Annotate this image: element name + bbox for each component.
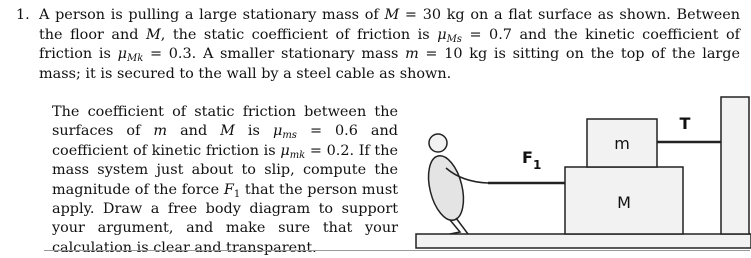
- small-mass-label: m: [614, 134, 630, 153]
- person-body: [422, 152, 469, 224]
- large-mass-label: M: [617, 193, 631, 212]
- symbol-M: M: [220, 123, 235, 140]
- floor: [416, 234, 751, 248]
- sub-question: [52, 103, 398, 258]
- sub-text-1: The coefficient of static friction between the surfaces of: [52, 104, 398, 140]
- symbol-M: M: [384, 7, 400, 23]
- tension-label: T: [679, 114, 691, 133]
- bottom-rule: [44, 250, 750, 251]
- person-leg-2: [456, 218, 468, 234]
- force-label: $F_1$: [522, 148, 542, 172]
- person-head: [429, 134, 447, 152]
- sub-text-6: that the person must apply. Draw a free body diagram to support your argument, and make sure that your calculation is clear and transparent.: [52, 181, 398, 256]
- sub-text-3: is: [234, 123, 273, 140]
- problem-number: 1.: [16, 7, 30, 23]
- problem-intro: [39, 6, 740, 84]
- intro-text-3: , the static coefficient of friction is: [160, 26, 438, 43]
- symbol-mu: μ: [437, 26, 447, 43]
- intro-text-1: A person is pulling a large stationary mass of: [39, 7, 379, 23]
- person-figure: [422, 134, 488, 234]
- symbol-m: m: [153, 123, 168, 140]
- subscript-Mk: Mk: [126, 53, 144, 65]
- intro-text-6: = 10 kg is sitting on the top of the large mass; it is secured to the wall by a steel cable as shown.: [39, 46, 741, 82]
- intro-text-2: = 30 kg on a flat surface as shown. Between the floor and: [39, 7, 741, 43]
- intro-text-4: = 0.7 and the kinetic coefficient of friction is: [39, 26, 740, 63]
- symbol-mu: μ: [272, 123, 283, 140]
- sub-text-2: and: [167, 123, 221, 140]
- symbol-m: m: [405, 46, 419, 63]
- intro-text-5: = 0.3. A smaller stationary mass: [143, 46, 406, 63]
- subscript-Ms: Ms: [446, 33, 462, 45]
- physics-figure: [410, 90, 751, 254]
- subscript-ms: ms: [282, 130, 297, 142]
- symbol-mu: μ: [117, 46, 127, 63]
- sub-text-4: = 0.6 and coefficient of kinetic friction is: [52, 123, 398, 159]
- wall: [721, 97, 749, 234]
- subscript-mk: mk: [289, 149, 306, 161]
- symbol-F: F: [223, 181, 234, 198]
- sub-text-5: = 0.2. If the mass system just about to slip, compute the magnitude of the force: [52, 142, 398, 198]
- symbol-mu: μ: [280, 142, 290, 159]
- problem-statement: [16, 6, 740, 84]
- subscript-1: 1: [233, 188, 241, 200]
- symbol-M: M: [146, 26, 161, 43]
